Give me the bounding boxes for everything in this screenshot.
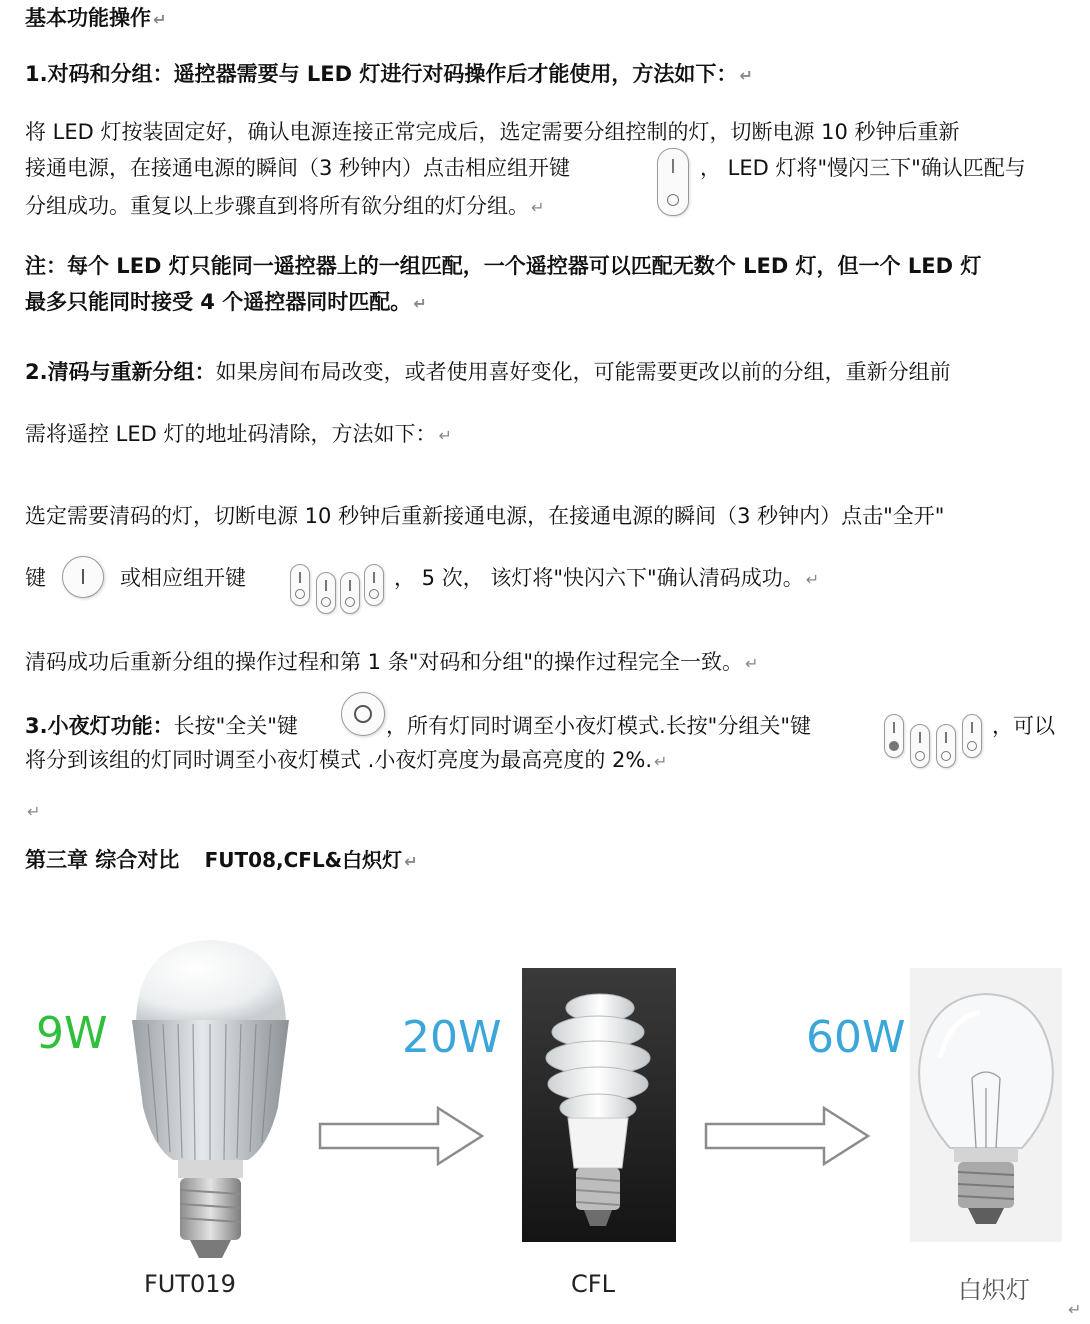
section1-text: 将 LED 灯按装固定好，确认电源连接正常完成后，选定需要分组控制的灯，切断电源 10 秒钟后重新 [25,120,960,144]
section2-step-line2b [120,564,246,592]
note-text: 注：每个 LED 灯只能同一遥控器上的一组匹配，一个遥控器可以匹配无数个 LED 灯，但一个 LED 灯 [25,254,982,278]
paragraph-mark: ↵ [413,294,427,313]
section1-text: 接通电源，在接通电源的瞬间（3 秒钟内）点击相应组开键 [25,156,571,180]
incandescent-bulb-image [910,968,1062,1242]
group-on-key-icon [657,148,689,216]
paragraph-mark: ↵ [1068,1300,1082,1319]
arrow-icon [318,1104,486,1168]
group3-off-key-icon [936,724,956,768]
section2-step-line1 [25,502,944,530]
chapter-title: 第三章 综合对比 [25,848,180,872]
section1-title-text: 1.对码和分组：遥控器需要与 LED 灯进行对码操作后才能使用，方法如下： [25,62,738,86]
section2-text: 清码成功后重新分组的操作过程和第 1 条"对码和分组"的操作过程完全一致。 [25,650,744,674]
section3-title: 3.小夜灯功能： [25,714,174,738]
section3-text: 长按"全关"键 [173,714,298,738]
group4-off-key-icon [962,714,982,758]
all-off-key-icon [341,692,385,736]
empty-paragraph [25,796,40,826]
paragraph-mark: ↵ [404,852,418,871]
section1-text: 分组成功。重复以上步骤直到将所有欲分组的灯分组。 [25,194,529,218]
section2-step-line3 [25,648,758,678]
paragraph-mark: ↵ [654,752,668,771]
section2-text: 如果房间布局改变，或者使用喜好变化，可能需要更改以前的分组，重新分组前 [215,360,951,384]
group1-off-key-icon [884,714,904,758]
section3-line2 [25,746,667,776]
section1-para-line1 [25,118,960,146]
section2-text: 选定需要清码的灯，切断电源 10 秒钟后重新接通电源，在接通电源的瞬间（3 秒钟内）点击"全开" [25,504,945,528]
group2-off-key-icon [910,724,930,768]
section2-text: ， 5 次， 该灯将"快闪六下"确认清码成功。 [394,566,804,590]
section2-step-line2a [25,564,46,592]
cfl-bulb-image [522,968,676,1242]
section2-text: 需将遥控 LED 灯的地址码清除，方法如下： [25,422,437,446]
section-heading [25,4,166,34]
paragraph-mark: ↵ [438,426,452,445]
watt-label-incandescent: 60W [806,1012,906,1063]
section1-para-line2b [700,154,1026,182]
paragraph-mark: ↵ [745,654,759,673]
section2-text: 键 [25,566,46,590]
caption-led: FUT019 [144,1270,236,1298]
section2-title: 2.清码与重新分组： [25,360,216,384]
watt-label-cfl: 20W [402,1012,502,1063]
group1-on-key-icon [290,564,310,606]
section1-para-line2 [25,154,570,182]
group4-on-key-icon [364,564,384,606]
note-line2 [25,288,427,318]
section2-text: 或相应组开键 [120,566,246,590]
watt-label-led: 9W [36,1008,108,1059]
section1-text: ， LED 灯将"慢闪三下"确认匹配与 [700,156,1026,180]
chapter-heading [25,846,418,876]
heading-text: 基本功能操作 [25,6,151,30]
paragraph-mark: ↵ [531,198,545,217]
note-text: 最多只能同时接受 4 个遥控器同时匹配。 [25,290,412,314]
caption-cfl: CFL [571,1270,615,1298]
section3-line1c [992,712,1055,740]
end-paragraph [1066,1294,1081,1324]
section3-text: 将分到该组的灯同时调至小夜灯模式 .小夜灯亮度为最高亮度的 2%. [25,748,653,772]
all-on-key-icon [62,556,104,598]
section3-line1b [386,712,811,740]
group3-on-key-icon [340,572,360,614]
section2-line1 [25,358,951,386]
section3-text: ，可以 [992,714,1055,738]
paragraph-mark: ↵ [27,802,41,821]
section2-line2 [25,420,452,450]
section3-line1a [25,712,298,740]
section3-text: ，所有灯同时调至小夜灯模式.长按"分组关"键 [386,714,811,738]
arrow-icon [704,1104,872,1168]
section1-title [25,60,753,90]
paragraph-mark: ↵ [739,66,753,85]
section1-para-line3 [25,192,544,222]
section2-step-line2c [394,564,819,594]
group2-on-key-icon [316,572,336,614]
led-bulb-image [118,932,303,1272]
paragraph-mark: ↵ [153,10,167,29]
note-line1 [25,252,981,280]
chapter-subtitle: FUT08,CFL&白炽灯 [204,848,403,872]
caption-incandescent: 白炽灯 [958,1276,1030,1304]
paragraph-mark: ↵ [805,570,820,589]
